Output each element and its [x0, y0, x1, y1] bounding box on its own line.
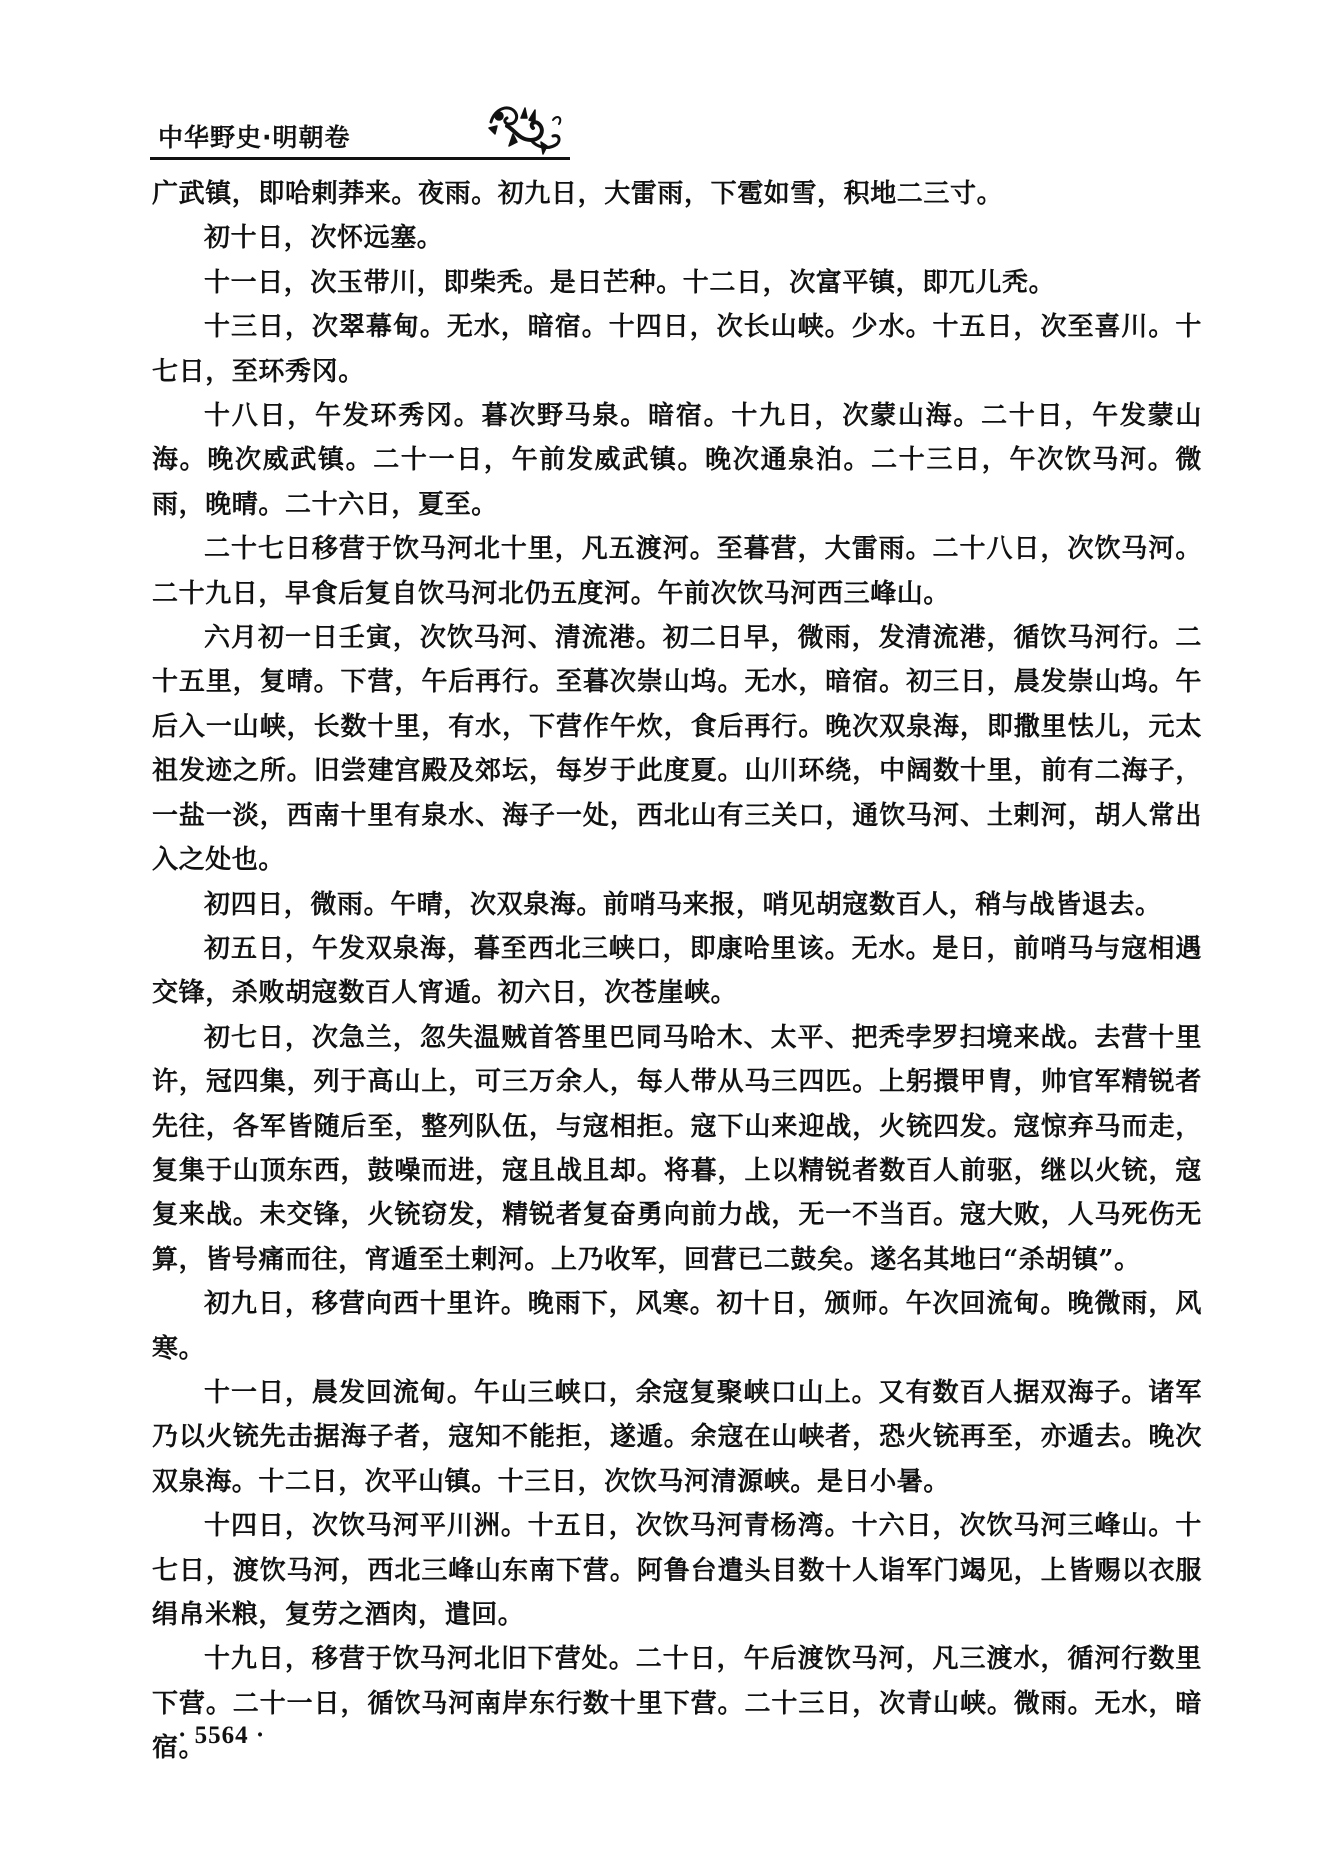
- page-number: · 5564 ·: [178, 1722, 266, 1749]
- paragraph: 六月初一日壬寅，次饮马河、清流港。初二日早，微雨，发清流港，循饮马河行。二十五里，复晴。下营，午后再行。至暮次崇山坞。无水，暗宿。初三日，晨发崇山坞。午后入一山峡，长数十里，有水，下营作午炊，食后再行。晚次双泉海，即撒里怯儿，元太祖发迹之所。旧尝建宫殿及郊坛，每岁于此度夏。山川环绕，中阔数十里，前有二海子，一盐一淡，西南十里有泉水、海子一处，西北山有三关口，通饮马河、土剌河，胡人常出入之处也。: [152, 623, 1202, 876]
- paragraph: 初四日，微雨。午晴，次双泉海。前哨马来报，哨见胡寇数百人，稍与战皆退去。: [204, 889, 1162, 920]
- main-text: [152, 172, 1202, 1771]
- paragraph: 二十七日移营于饮马河北十里，凡五渡河。至暮营，大雷雨。二十八日，次饮马河。二十九日，早食后复自饮马河北仍五度河。午前次饮马河西三峰山。: [152, 534, 1202, 609]
- running-header: [150, 100, 550, 160]
- dragon-icon: [485, 100, 565, 156]
- paragraph: 广武镇，即哈剌莽来。夜雨。初九日，大雷雨，下雹如雪，积地二三寸。: [152, 179, 1004, 209]
- paragraph: 十三日，次翠幕甸。无水，暗宿。十四日，次长山峡。少水。十五日，次至喜川。十七日，至环秀冈。: [152, 312, 1202, 387]
- book-title: 中华野史·明朝卷: [158, 123, 351, 152]
- paragraph: 十九日，移营于饮马河北旧下营处。二十日，午后渡饮马河，凡三渡水，循河行数里下营。二十一日，循饮马河南岸东行数十里下营。二十三日，次青山峡。微雨。无水，暗宿。: [152, 1644, 1202, 1764]
- paragraph: 十一日，次玉带川，即柴秃。是日芒种。十二日，次富平镇，即兀儿秃。: [204, 267, 1056, 298]
- paragraph: 十八日，午发环秀冈。暮次野马泉。暗宿。十九日，次蒙山海。二十日，午发蒙山海。晚次威武镇。二十一日，午前发威武镇。晚次通泉泊。二十三日，午次饮马河。微雨，晚晴。二十六日，夏至。: [152, 401, 1202, 520]
- paragraph: 初九日，移营向西十里许。晚雨下，风寒。初十日，颁师。午次回流甸。晚微雨，风寒。: [152, 1289, 1202, 1364]
- paragraph: 初七日，次急兰，忽失温贼首答里巴同马哈木、太平、把秃孛罗扫境来战。去营十里许，冠四集，列于高山上，可三万余人，每人带从马三四匹。上躬擐甲胄，帅官军精锐者先往，各军皆随后至，整列队伍，与寇相拒。寇下山来迎战，火铳四发。寇惊弃马而走，复集于山顶东西，鼓噪而进，寇且战且却。将暮，上以精锐者数百人前驱，继以火铳，寇复来战。未交锋，火铳窃发，精锐者复奋勇向前力战，无一不当百。寇大败，人马死伤无算，皆号痛而往，宵遁至土剌河。上乃收军，回营已二鼓矣。遂名其地曰“杀胡镇”。: [152, 1022, 1202, 1275]
- paragraph: 十四日，次饮马河平川洲。十五日，次饮马河青杨湾。十六日，次饮马河三峰山。十七日，渡饮马河，西北三峰山东南下营。阿鲁台遣头目数十人诣军门竭见，上皆赐以衣服绢帛米粮，复劳之酒肉，遣回。: [152, 1511, 1202, 1630]
- paragraph: 十一日，晨发回流甸。午山三峡口，余寇复聚峡口山上。又有数百人据双海子。诸军乃以火铳先击据海子者，寇知不能拒，遂遁。余寇在山峡者，恐火铳再至，亦遁去。晚次双泉海。十二日，次平山镇。十三日，次饮马河清源峡。是日小暑。: [152, 1377, 1202, 1497]
- paragraph: 初十日，次怀远塞。: [204, 223, 444, 254]
- paragraph: 初五日，午发双泉海，暮至西北三峡口，即康哈里该。无水。是日，前哨马与寇相遇交锋，杀败胡寇数百人宵遁。初六日，次苍崖峡。: [152, 933, 1202, 1009]
- header-rule: [150, 157, 570, 160]
